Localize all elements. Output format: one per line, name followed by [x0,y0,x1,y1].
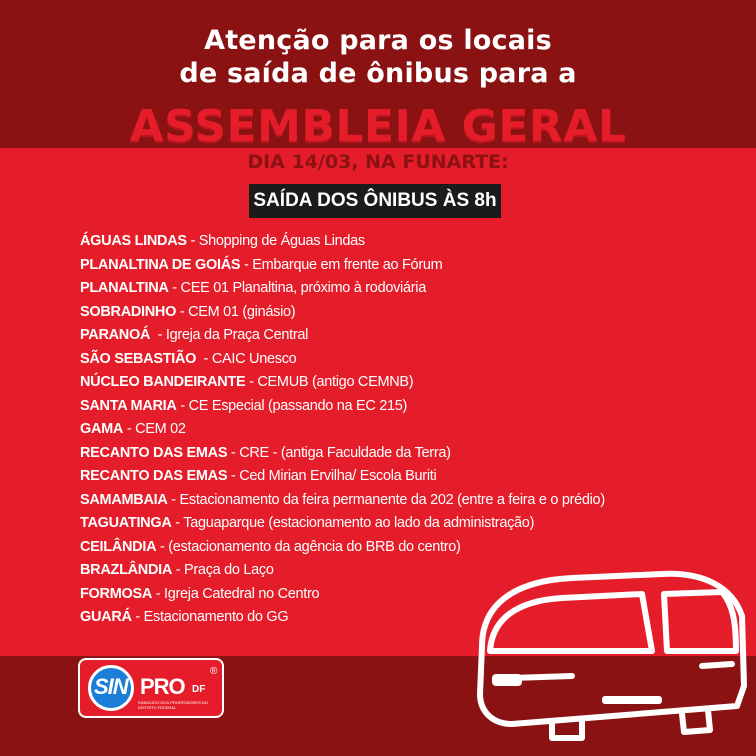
location-item [80,395,680,419]
headline [0,24,756,90]
location-place: - Embarque em frente ao Fórum [240,256,443,273]
location-place: - CEM 02 [123,421,186,437]
location-place: - CAIC Unesco [196,350,297,367]
location-city: PLANALTINA DE GOIÁS [80,256,241,273]
location-city: SÃO SEBASTIÃO [80,350,197,367]
location-place: - Igreja Catedral no Centro [152,585,320,602]
location-place: - Estacionamento do GG [131,609,289,625]
location-place: - CEM 01 (ginásio) [176,303,296,320]
location-place: - CEMUB (antigo CEMNB) [245,374,414,390]
logo-df-text: DF [192,684,206,695]
location-item [80,465,680,489]
location-place: - Shopping de Águas Lindas [186,233,365,249]
location-place: - Praça do Laço [172,562,274,578]
location-item [80,418,680,442]
location-item [80,301,680,325]
location-item [80,230,680,254]
location-city: FORMOSA [80,585,153,602]
location-item [80,324,680,348]
location-item [80,277,680,301]
location-city: SOBRADINHO [80,303,177,320]
location-place: - CRE - (antiga Faculdade da Terra) [227,444,451,461]
location-place: - CEE 01 Planaltina, próximo à rodoviária [168,280,426,296]
location-city: PLANALTINA [80,280,169,296]
location-city: GUARÁ [80,609,132,625]
location-item [80,348,680,372]
location-city: RECANTO DAS EMAS [80,444,228,461]
location-place: - Taguaparque (estacionamento ao lado da administração) [171,515,535,531]
location-item [80,254,680,278]
location-place: - Ced Mirian Ervilha/ Escola Buriti [227,468,437,484]
location-city: CEILÂNDIA [80,538,157,555]
logo-registered-mark: ® [210,666,218,677]
location-city: BRAZLÂNDIA [80,562,173,578]
location-city: PARANOÁ [80,327,151,343]
event-title: ASSEMBLEIA GERAL [129,101,627,152]
logo-sin-text: SIN [94,674,128,699]
logo-tagline: SINDICATO DOS PROFESSORES NO DISTRITO FEDERAL [138,700,208,710]
location-item [80,442,680,466]
location-place: - Estacionamento da feira permanente da 202 (entre a feira e o prédio) [167,491,605,508]
location-item [80,489,680,513]
location-city: SAMAMBAIA [80,491,168,508]
location-place: - CE Especial (passando na EC 215) [176,397,408,414]
location-place: - (estacionamento da agência do BRB do centro) [156,538,461,555]
location-item [80,512,680,536]
location-item [80,371,680,395]
headline-line-1: Atenção para os locais [204,25,552,56]
location-city: SANTA MARIA [80,397,177,414]
location-city: ÁGUAS LINDAS [80,233,187,249]
location-city: RECANTO DAS EMAS [80,468,228,484]
headline-line-2: de saída de ônibus para a [179,58,577,89]
departure-badge: SAÍDA DOS ÔNIBUS ÀS 8h [249,184,501,218]
location-place: - Igreja da Praça Central [150,327,309,343]
location-city: GAMA [80,421,124,437]
sinpro-logo [78,658,224,718]
location-city: TAGUATINGA [80,515,172,531]
location-city: NÚCLEO BANDEIRANTE [80,374,246,390]
bus-icon [452,556,752,746]
logo-pro-text: PRO [140,674,185,699]
event-date: DIA 14/03, NA FUNARTE: [247,151,509,173]
